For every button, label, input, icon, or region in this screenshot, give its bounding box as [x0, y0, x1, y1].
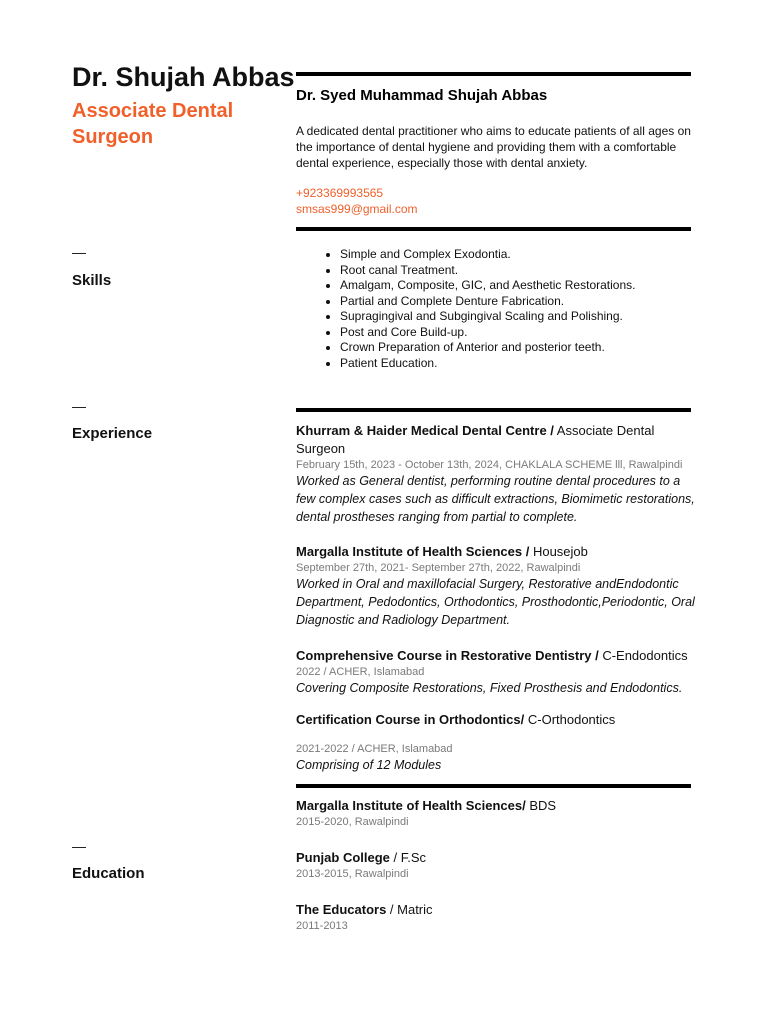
experience-meta: 2022 / ACHER, Islamabad — [296, 666, 425, 678]
skill-item: • Supragingival and Subgingival Scaling and Polishing. — [340, 309, 710, 325]
skill-item: • Crown Preparation of Anterior and posterior teeth. — [340, 340, 710, 356]
education-dash: — — [72, 838, 86, 854]
skill-item: • Amalgam, Composite, GIC, and Aesthetic Restorations. — [340, 278, 710, 294]
experience-position: Associate Dental Surgeon — [296, 423, 655, 456]
education-meta: 2015-2020, Rawalpindi — [296, 816, 409, 828]
skills-dash: — — [72, 244, 86, 260]
experience-rule — [296, 408, 691, 412]
experience-entry — [296, 422, 696, 526]
phone-number[interactable]: +923369993565 — [296, 186, 384, 200]
education-degree: / Matric — [386, 902, 433, 917]
full-name: Dr. Syed Muhammad Shujah Abbas — [296, 87, 548, 104]
education-org: The Educators — [296, 902, 387, 917]
education-heading: Education — [72, 865, 145, 882]
education-degree: BDS — [525, 798, 557, 813]
education-org: Punjab College — [296, 850, 390, 865]
experience-position: C-Endodontics — [598, 648, 688, 663]
education-meta: 2013-2015, Rawalpindi — [296, 868, 409, 880]
education-degree: / F.Sc — [389, 850, 427, 865]
experience-desc: Comprising of 12 Modules — [296, 758, 442, 772]
experience-heading: Experience — [72, 425, 153, 442]
skill-item: • Simple and Complex Exodontia. — [340, 247, 710, 263]
education-entry — [296, 901, 696, 933]
experience-dash: — — [72, 398, 86, 414]
skills-rule — [296, 227, 691, 231]
education-entry — [296, 797, 696, 829]
experience-desc: Covering Composite Restorations, Fixed Prosthesis and Endodontics. — [296, 681, 683, 695]
education-rule — [296, 784, 691, 788]
header-rule — [296, 72, 691, 76]
experience-org: Margalla Institute of Health Sciences / — [296, 544, 530, 559]
experience-meta: September 27th, 2021- September 27th, 2022, Rawalpindi — [296, 562, 581, 574]
summary-text: A dedicated dental practitioner who aims to educate patients of all ages on the importance of dental hygiene and providing them with a comfortable dental experience, especially those with dental anxiety. — [296, 124, 691, 170]
skill-item: • Root canal Treatment. — [340, 263, 710, 279]
skill-item: • Post and Core Build-up. — [340, 325, 710, 341]
education-org: Margalla Institute of Health Sciences/ — [296, 798, 526, 813]
experience-org: Comprehensive Course in Restorative Dentistry / — [296, 648, 599, 663]
experience-org: Khurram & Haider Medical Dental Centre / — [296, 423, 554, 438]
experience-entry — [296, 647, 696, 697]
experience-position: C-Orthodontics — [524, 712, 616, 727]
skills-heading: Skills — [72, 272, 112, 289]
education-meta: 2011-2013 — [296, 920, 348, 932]
experience-meta: February 15th, 2023 - October 13th, 2024, CHAKLALA SCHEME lll, Rawalpindi — [296, 459, 683, 471]
experience-meta: 2021-2022 / ACHER, Islamabad — [296, 743, 453, 755]
resume-name: Dr. Shujah Abbas — [72, 62, 295, 92]
education-entry — [296, 849, 696, 881]
skill-item: • Patient Education. — [340, 356, 710, 372]
experience-desc: Worked in Oral and maxillofacial Surgery, Restorative andEndodontic Department, Pedodontics, Orthodontics, Prosthodontic,Periodontic, Oral Diagnostic and Radiology Department. — [296, 577, 695, 627]
skills-list — [316, 247, 710, 371]
experience-position: Housejob — [529, 544, 588, 559]
experience-entry — [296, 543, 696, 629]
skill-item: • Partial and Complete Denture Fabrication. — [340, 294, 710, 310]
experience-desc: Worked as General dentist, performing routine dental procedures to a few complex cases such as difficult extractions, Biomimetic restorations, dental prostheses ranging from partial to complete. — [296, 474, 695, 524]
experience-org: Certification Course in Orthodontics/ — [296, 712, 525, 727]
experience-entry — [296, 711, 696, 774]
resume-role: Associate Dental Surgeon — [72, 100, 234, 148]
email-link[interactable]: smsas999@gmail.com — [296, 202, 418, 216]
